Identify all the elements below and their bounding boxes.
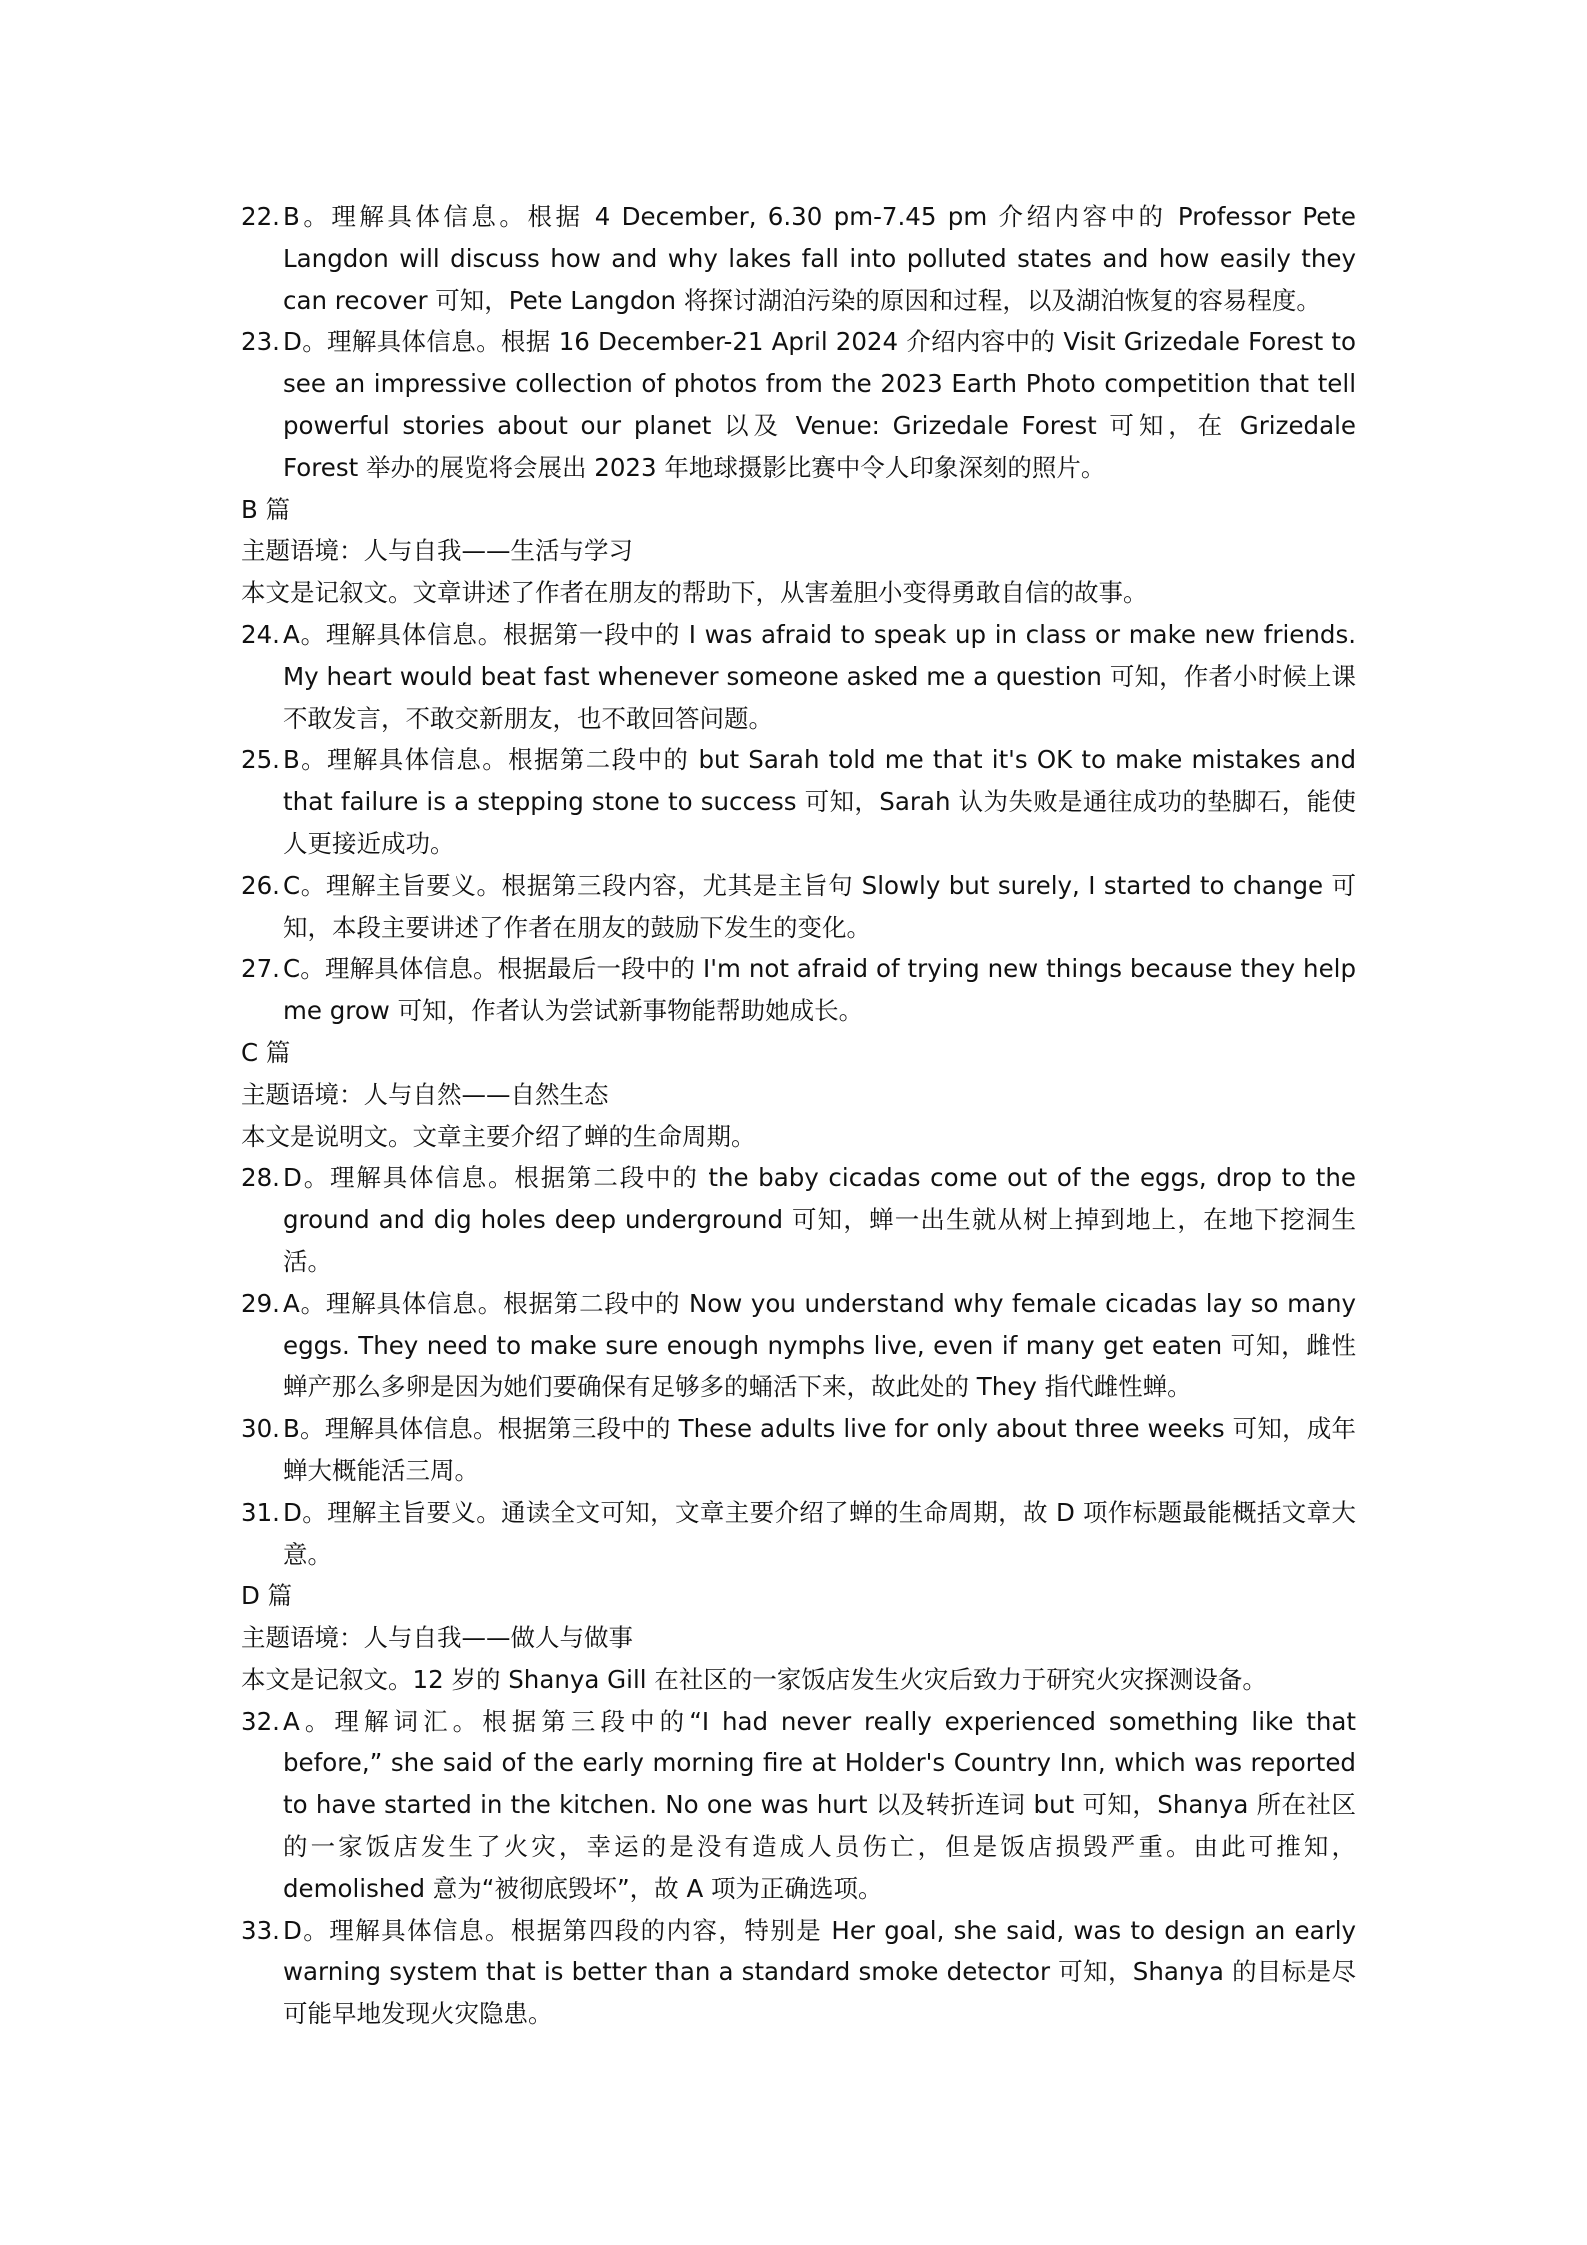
item-number: 24. bbox=[241, 619, 280, 649]
answer-item-29 bbox=[241, 1283, 1356, 1408]
item-explanation: B。理解具体信息。根据第二段中的 but Sarah told me that it's OK to make mistakes and that failure is a stepping stone to success 可知，Sarah 认为失败是通往成功的垫脚石，能使人更接近成功。 bbox=[283, 745, 1356, 858]
item-explanation: B。理解具体信息。根据 4 December, 6.30 pm-7.45 pm 介绍内容中的 Professor Pete Langdon will discuss how and why lakes fall into polluted states and how easily they can recover 可知，Pete Langdon 将探讨湖泊污染的原因和过程，以及湖泊恢复的容易程度。 bbox=[283, 202, 1356, 315]
section-b-heading: B 篇 bbox=[241, 494, 291, 524]
item-explanation: D。理解具体信息。根据第四段的内容，特别是 Her goal, she said, was to design an early warning system that is better than a standard smoke detector 可知，Shanya 的目标是尽可能早地发现火灾隐患。 bbox=[283, 1915, 1356, 2029]
section-c-summary: 本文是说明文。文章主要介绍了蝉的生命周期。 bbox=[241, 1121, 756, 1151]
item-explanation: C。理解具体信息。根据最后一段中的 I'm not afraid of trying new things because they help me grow 可知，作者认为尝试新事物能帮助她成长。 bbox=[283, 954, 1356, 1026]
item-number: 31. bbox=[241, 1497, 280, 1527]
item-explanation: A。理解具体信息。根据第一段中的 I was afraid to speak up in class or make new friends. My heart would beat fast whenever someone asked me a question 可知，作者小时候上课不敢发言，不敢交新朋友，也不敢回答问题。 bbox=[283, 619, 1356, 733]
answer-item-27 bbox=[241, 948, 1356, 1032]
answer-item-26 bbox=[241, 865, 1356, 949]
item-explanation: B。理解具体信息。根据第三段中的 These adults live for only about three weeks 可知，成年蝉大概能活三周。 bbox=[283, 1414, 1356, 1485]
item-number: 25. bbox=[241, 745, 280, 775]
section-c-theme: 主题语境：人与自然——自然生态 bbox=[241, 1079, 609, 1109]
section-b-theme: 主题语境：人与自我——生活与学习 bbox=[241, 536, 633, 566]
section-c-heading: C 篇 bbox=[241, 1037, 291, 1067]
item-number: 29. bbox=[241, 1288, 280, 1318]
section-d-summary: 本文是记叙文。12 岁的 Shanya Gill 在社区的一家饭店发生火灾后致力于研究火灾探测设备。 bbox=[241, 1664, 1267, 1694]
item-number: 27. bbox=[241, 954, 280, 984]
item-number: 26. bbox=[241, 870, 280, 900]
answer-item-28 bbox=[241, 1157, 1356, 1282]
item-explanation: D。理解具体信息。根据第二段中的 the baby cicadas come out of the eggs, drop to the ground and dig holes deep underground 可知，蝉一出生就从树上掉到地上，在地下挖洞生活。 bbox=[283, 1163, 1356, 1276]
item-explanation: A。理解具体信息。根据第二段中的 Now you understand why female cicadas lay so many eggs. They need to make sure enough nymphs live, even if many get eaten 可知，雌性蝉产那么多卵是因为她们要确保有足够多的蛹活下来，故此处的 They 指代雌性蝉。 bbox=[283, 1288, 1356, 1402]
item-number: 30. bbox=[241, 1414, 280, 1444]
answer-item-23 bbox=[241, 321, 1356, 488]
answer-item-33 bbox=[241, 1910, 1356, 2035]
item-number: 22. bbox=[241, 202, 280, 231]
item-explanation: A。理解词汇。根据第三段中的“I had never really experienced something like that before,” she said of the early morning fire at Holder's Country Inn, which was reported to have started in the kitchen. No one was hurt 以及转折连词 but 可知，Shanya 所在社区的一家饭店发生了火灾，幸运的是没有造成人员伤亡，但是饭店损毁严重。由此可推知，demolished 意为“被彻底毁坏”，故 A 项为正确选项。 bbox=[283, 1706, 1356, 1903]
section-d-heading: D 篇 bbox=[241, 1581, 293, 1611]
item-number: 32. bbox=[241, 1706, 280, 1736]
section-b-summary: 本文是记叙文。文章讲述了作者在朋友的帮助下，从害羞胆小变得勇敢自信的故事。 bbox=[241, 578, 1148, 608]
answer-item-30 bbox=[241, 1408, 1356, 1492]
item-explanation: C。理解主旨要义。根据第三段内容，尤其是主旨句 Slowly but surely, I started to change 可知，本段主要讲述了作者在朋友的鼓励下发生的变化。 bbox=[283, 870, 1356, 942]
answer-item-25 bbox=[241, 739, 1356, 864]
answer-key-page bbox=[241, 196, 1356, 2035]
item-number: 23. bbox=[241, 327, 280, 357]
answer-item-32 bbox=[241, 1701, 1356, 1910]
answer-item-22 bbox=[241, 196, 1356, 321]
item-explanation: D。理解具体信息。根据 16 December-21 April 2024 介绍内容中的 Visit Grizedale Forest to see an impressive collection of photos from the 2023 Earth Photo competition that tell powerful stories about our planet 以及 Venue: Grizedale Forest 可知，在 Grizedale Forest 举办的展览将会展出 2023 年地球摄影比赛中令人印象深刻的照片。 bbox=[283, 327, 1356, 482]
answer-item-24 bbox=[241, 614, 1356, 739]
item-number: 28. bbox=[241, 1163, 280, 1193]
item-number: 33. bbox=[241, 1915, 280, 1945]
answer-item-31 bbox=[241, 1492, 1356, 1576]
item-explanation: D。理解主旨要义。通读全文可知，文章主要介绍了蝉的生命周期，故 D 项作标题最能概括文章大意。 bbox=[283, 1497, 1356, 1569]
section-d-theme: 主题语境：人与自我——做人与做事 bbox=[241, 1623, 633, 1653]
